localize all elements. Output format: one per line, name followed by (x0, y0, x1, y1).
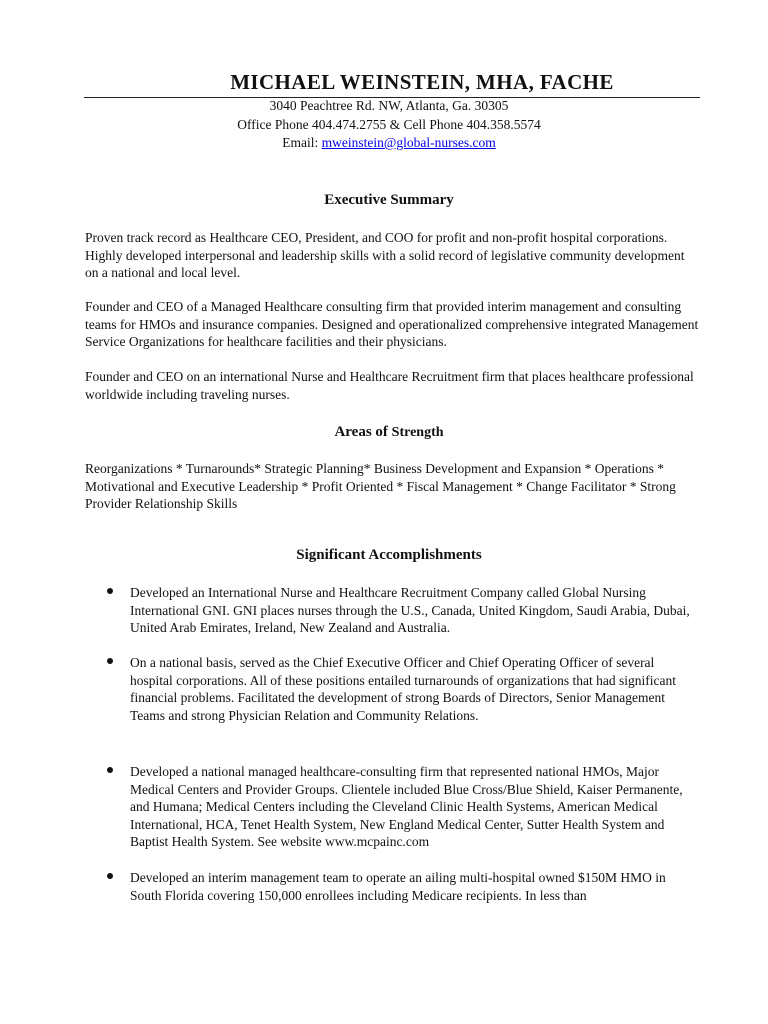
address-line: 3040 Peachtree Rd. NW, Atlanta, Ga. 30305 (269, 98, 509, 113)
summary-paragraph: Founder and CEO of a Managed Healthcare consulting firm that provided interim management and consulting teams for HMOs and insurance companies. Designed and operationalized comprehensive integrated Management Service Organizations for healthcare facilities and their physicians. (85, 299, 699, 350)
email-link[interactable]: mweinstein@global-nurses.com (321, 135, 496, 150)
bullet-icon (107, 588, 113, 594)
bullet-icon (107, 873, 113, 879)
accomplishment-text: Developed an interim management team to operate an ailing multi-hospital owned $150M HMO in South Florida covering 150,000 enrollees including Medicare recipients. In less than (130, 870, 666, 903)
accomplishments-heading: Significant Accomplishments (296, 547, 482, 563)
accomplishment-text: Developed a national managed healthcare-consulting firm that represented national HMOs, Major Medical Centers and Provider Groups. Clientele included Blue Cross/Blue Shield, Kaiser Permanente, and Humana; Medical Centers including the Cleveland Clinic Health Systems, American Medical International, HCA, Tenet Health System, New England Medical Center, Sutter Health System and Baptist Health System. See website www.mcpainc.com (130, 764, 683, 850)
bullet-icon (107, 767, 113, 773)
email-line (0, 135, 768, 151)
areas-heading-main: Areas of (334, 424, 388, 440)
email-label: Email: (282, 135, 319, 150)
summary-paragraph: Proven track record as Healthcare CEO, President, and COO for profit and non-profit hospital corporations. Highly developed interpersonal and leadership skills with a solid record of legislative community development on a national and local level. (85, 230, 685, 281)
phone-line: Office Phone 404.474.2755 & Cell Phone 404.358.5574 (237, 117, 541, 132)
candidate-name: MICHAEL WEINSTEIN, MHA, FACHE (230, 70, 614, 94)
executive-summary-heading: Executive Summary (324, 192, 454, 208)
areas-heading-tail: Strength (391, 425, 444, 440)
summary-paragraph: Founder and CEO on an international Nurse and Healthcare Recruitment firm that places healthcare professional worldwide including traveling nurses. (85, 369, 694, 402)
strengths-list: Reorganizations * Turnarounds* Strategic Planning* Business Development and Expansion * Operations * Motivational and Executive Leadership * Profit Oriented * Fiscal Management * Change Facilitator * Strong Provider Relationship Skills (85, 461, 676, 512)
accomplishment-text: On a national basis, served as the Chief Executive Officer and Chief Operating Officer of several hospital corporations. All of these positions entailed turnarounds of organizations that had significant financial problems. Facilitated the development of strong Boards of Directors, Senior Management Teams and strong Physician Relation and Community Relations. (130, 655, 677, 723)
areas-of-strength-heading (0, 424, 768, 441)
accomplishment-text: Developed an International Nurse and Healthcare Recruitment Company called Global Nursing International GNI. GNI places nurses through the U.S., Canada, United Kingdom, Saudi Arabia, Dubai, United Arab Emirates, Ireland, New Zealand and Australia. (130, 585, 690, 636)
bullet-icon (107, 658, 113, 664)
